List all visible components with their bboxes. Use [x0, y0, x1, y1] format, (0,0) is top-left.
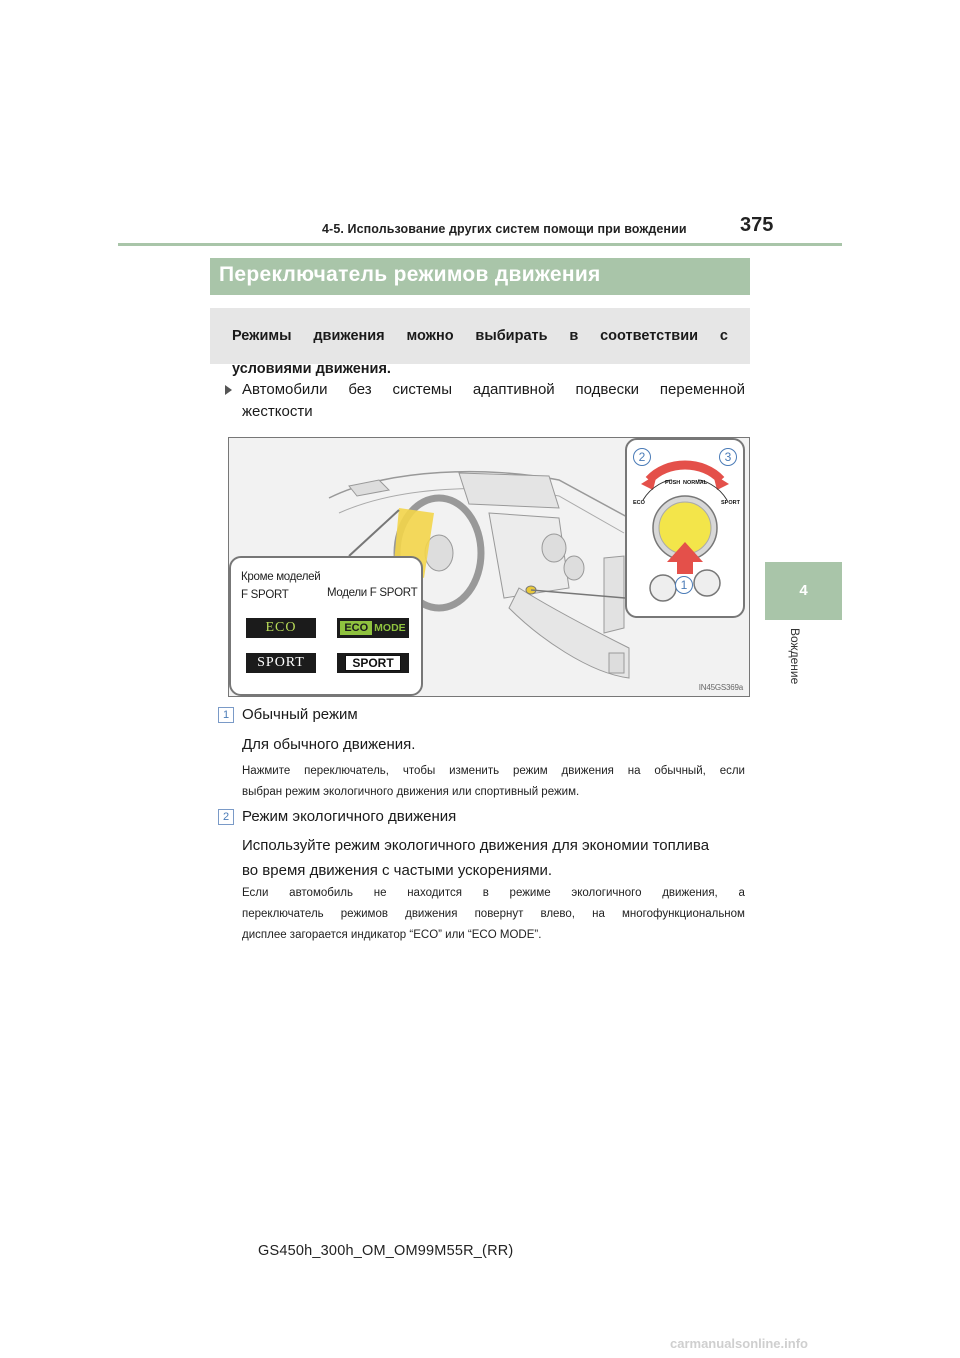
label-fsport: Модели F SPORT — [327, 587, 418, 599]
dial-sport-label: SPORT — [721, 500, 740, 506]
item-2-note-word: движения — [405, 908, 458, 920]
bullet-word: адаптивной — [472, 381, 555, 398]
bullet-word: Автомобили — [242, 381, 328, 398]
bullet-word: переменной — [659, 381, 745, 398]
bullet-text — [242, 379, 745, 423]
chapter-tab — [765, 562, 842, 620]
item-1-note-word: режим — [512, 765, 548, 777]
item-1-note — [242, 761, 745, 803]
item-2-number-icon: 2 — [218, 809, 234, 825]
item-1-note-word: переключатель, — [304, 765, 389, 777]
intro-line-1 — [221, 316, 739, 349]
item-2-note-word: режимов — [340, 908, 388, 920]
bullet-word: подвески — [575, 381, 640, 398]
item-2-note-word: в — [482, 887, 489, 899]
item-2-note-word: переключатель — [242, 908, 324, 920]
dial-eco-label: ECO — [633, 500, 645, 506]
figure-code: IN45GS369a — [698, 683, 743, 692]
header-divider — [118, 243, 842, 246]
dashboard-illustration — [228, 437, 750, 697]
section-title-bar — [210, 258, 750, 295]
display-callout — [229, 556, 423, 696]
item-2-body-line-2: во время движения с частыми ускорениями. — [242, 862, 553, 879]
item-2-note-line-2 — [242, 904, 745, 925]
intro-word: можно — [406, 328, 454, 344]
chapter-label-text: Вождение — [788, 628, 802, 685]
item-1-note-word: чтобы — [402, 765, 436, 777]
item-2-body-line-1: Используйте режим экологичного движения для экономии топлива — [242, 837, 710, 854]
label-except-fsport-2: F SPORT — [241, 589, 289, 601]
item-2-note-word: влево, — [540, 908, 575, 920]
intro-box — [210, 308, 750, 377]
page-number: 375 — [740, 214, 774, 236]
intro-word: соответствии — [600, 328, 699, 344]
item-1-title: Обычный режим — [242, 706, 358, 723]
callout-1-icon: 1 — [675, 576, 693, 594]
item-1-note-word: если — [719, 765, 745, 777]
item-2-note-word: автомобиль — [289, 887, 353, 899]
intro-word: с — [719, 328, 728, 344]
item-1-note-line-2: выбран режим экологичного движения или спортивный режим. — [242, 786, 580, 798]
watermark: carmanualsonline.info — [670, 1336, 808, 1351]
item-1-note-word: движения — [561, 765, 614, 777]
sport-display — [246, 653, 316, 673]
item-2-note-word: движения, — [662, 887, 718, 899]
item-2-note-word: находится — [407, 887, 462, 899]
header-section-title: 4-5. Использование других систем помощи при вождении — [322, 222, 687, 236]
bullet-word: без — [348, 381, 372, 398]
chapter-label — [786, 628, 806, 698]
item-2-note-word: повернут — [474, 908, 524, 920]
bullet-line-2: жесткости — [242, 403, 313, 420]
label-except-fsport: Кроме моделей — [241, 571, 321, 583]
item-1-body: Для обычного движения. — [242, 736, 416, 753]
bullet-triangle-icon — [225, 385, 232, 395]
chapter-number: 4 — [799, 582, 808, 599]
item-2-note-line-3: дисплее загорается индикатор “ECO” или “ECO MODE”. — [242, 929, 542, 941]
sport-fsport-display — [337, 653, 409, 673]
item-1-note-line-1 — [242, 761, 745, 782]
intro-word: движения — [313, 328, 385, 344]
item-2-note-word: Если — [242, 887, 269, 899]
dial-normal-label: NORMAL — [683, 480, 708, 486]
section-title: Переключатель режимов движения — [219, 263, 601, 286]
footer-manual-code: GS450h_300h_OM_OM99M55R_(RR) — [258, 1243, 514, 1259]
item-2-note — [242, 883, 745, 946]
item-1-note-word: Нажмите — [242, 765, 291, 777]
eco-mode-display — [337, 618, 409, 638]
item-2-note-word: на — [592, 908, 605, 920]
sport-badge: SPORT — [345, 655, 400, 671]
eco-display-text: ECO — [265, 620, 297, 635]
item-2-note-word: не — [373, 887, 387, 899]
item-2-note-word: а — [738, 887, 745, 899]
callout-3-icon: 3 — [719, 448, 737, 466]
item-1-note-word: изменить — [449, 765, 500, 777]
intro-word: Режимы — [232, 328, 292, 344]
callout-2-icon: 2 — [633, 448, 651, 466]
item-2-note-word: многофункциональном — [622, 908, 745, 920]
eco-display — [246, 618, 316, 638]
item-2-title: Режим экологичного движения — [242, 808, 457, 825]
intro-line-2: условиями движения. — [232, 361, 391, 377]
mode-badge: MODE — [374, 622, 406, 634]
bullet-line-1 — [242, 379, 745, 401]
item-2-body — [242, 833, 745, 883]
eco-badge: ECO — [340, 621, 372, 635]
dial-push-label: PUSH — [665, 480, 681, 486]
item-2-note-word: режиме — [509, 887, 551, 899]
sport-display-text: SPORT — [257, 655, 305, 670]
drive-mode-dial-panel — [625, 438, 745, 618]
item-2-note-line-1 — [242, 883, 745, 904]
item-1-number-icon: 1 — [218, 707, 234, 723]
intro-word: выбирать — [475, 328, 548, 344]
bullet-word: системы — [392, 381, 453, 398]
intro-word: в — [569, 328, 579, 344]
item-1-note-word: обычный, — [654, 765, 706, 777]
item-2-note-word: экологичного — [571, 887, 642, 899]
item-1-note-word: на — [627, 765, 641, 777]
